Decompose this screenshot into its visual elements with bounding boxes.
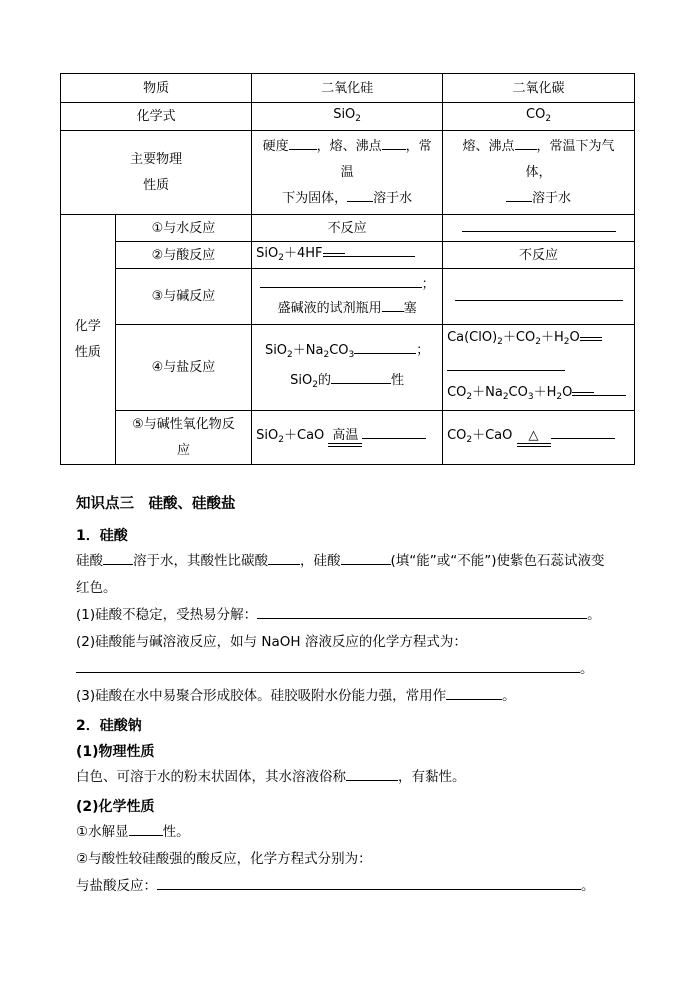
heading-chemical-properties: (2)化学性质 <box>76 799 155 815</box>
physical-label: 主要物理 性质 <box>61 131 252 215</box>
sio2-physical: 硬度 ，熔、沸点 ，常温 下为固体， 溶于水 <box>252 131 443 215</box>
co2-formula: $CO_2$ <box>443 103 635 131</box>
oxide-row <box>61 411 635 465</box>
sio2-water: 不反应 <box>252 215 443 242</box>
base-label: ③与碱反应 <box>115 269 251 325</box>
sio2-acid: SiO$_2$＋4HF <box>252 242 443 269</box>
sio2-salt: $SiO_2+Na_2CO_3$ ； SiO$_2$的 性 <box>252 325 443 411</box>
acid-row <box>61 242 635 269</box>
comparison-table <box>60 73 635 465</box>
hydrolysis-line: ①水解显 性。 <box>76 824 190 840</box>
silica-gel-line: (3)硅酸在水中易聚合形成胶体。硅胶吸附水份能力强，常用作 。 <box>76 688 516 704</box>
formula-label: 化学式 <box>61 103 252 131</box>
salt-label: ④与盐反应 <box>115 325 251 411</box>
naoh-reaction-line: (2)硅酸能与碱溶液反应，如与 NaOH 溶液反应的化学方程式为： <box>76 634 467 650</box>
acid-label: ②与酸反应 <box>115 242 251 269</box>
silicic-acid-paragraph: 硅酸 溶于水，其酸性比碳酸 ，硅酸 (填“能”或“不能”)使紫色石蕊试液变 <box>76 553 605 569</box>
section-title: 知识点三 硅酸、硅酸盐 <box>76 496 236 512</box>
co2-water-blank <box>443 215 635 242</box>
formula-row <box>61 103 635 131</box>
water-label: ①与水反应 <box>115 215 251 242</box>
heading-silicic-acid: 1．硅酸 <box>76 528 128 544</box>
heading-physical-properties: (1)物理性质 <box>76 744 155 760</box>
naoh-answer-line: 。 <box>76 659 594 679</box>
co2-salt: $Ca(ClO)_2+CO_2+H_2O$ $CO_2+Na_2CO_3+H_2O$ <box>443 325 635 411</box>
heading-sodium-silicate: 2．硅酸钠 <box>76 718 142 734</box>
physical-row <box>61 131 635 215</box>
acid-reaction-intro: ②与酸性较硅酸强的酸反应，化学方程式分别为： <box>76 851 372 867</box>
table-header-row <box>61 74 635 103</box>
co2-acid: 不反应 <box>443 242 635 269</box>
sio2-oxide: SiO$_2$＋CaO 高温 <box>252 411 443 465</box>
salt-row <box>61 325 635 411</box>
co2-oxide: $CO_2+CaO$ △ <box>443 411 635 465</box>
physical-properties-line: 白色、可溶于水的粉末状固体，其水溶液俗称 ，有黏性。 <box>76 769 466 785</box>
co2-physical: 熔、沸点 ，常温下为气 体， 溶于水 <box>443 131 635 215</box>
hcl-reaction-line: 与盐酸反应： 。 <box>76 878 595 894</box>
sio2-base: ； 盛碱液的试剂瓶用 塞 <box>252 269 443 325</box>
water-row <box>61 215 635 242</box>
silicic-acid-paragraph-end: 红色。 <box>76 580 117 596</box>
base-row <box>61 269 635 325</box>
header-sio2: 二氧化硅 <box>252 74 443 103</box>
decomposition-line: (1)硅酸不稳定，受热易分解： 。 <box>76 607 601 623</box>
oxide-label: ⑤与碱性氧化物反 应 <box>115 411 251 465</box>
header-substance: 物质 <box>61 74 252 103</box>
co2-base-blank <box>443 269 635 325</box>
chem-property-label: 化学 性质 <box>61 215 116 465</box>
sio2-formula: SiO$_2$ <box>252 103 443 131</box>
header-co2: 二氧化碳 <box>443 74 635 103</box>
